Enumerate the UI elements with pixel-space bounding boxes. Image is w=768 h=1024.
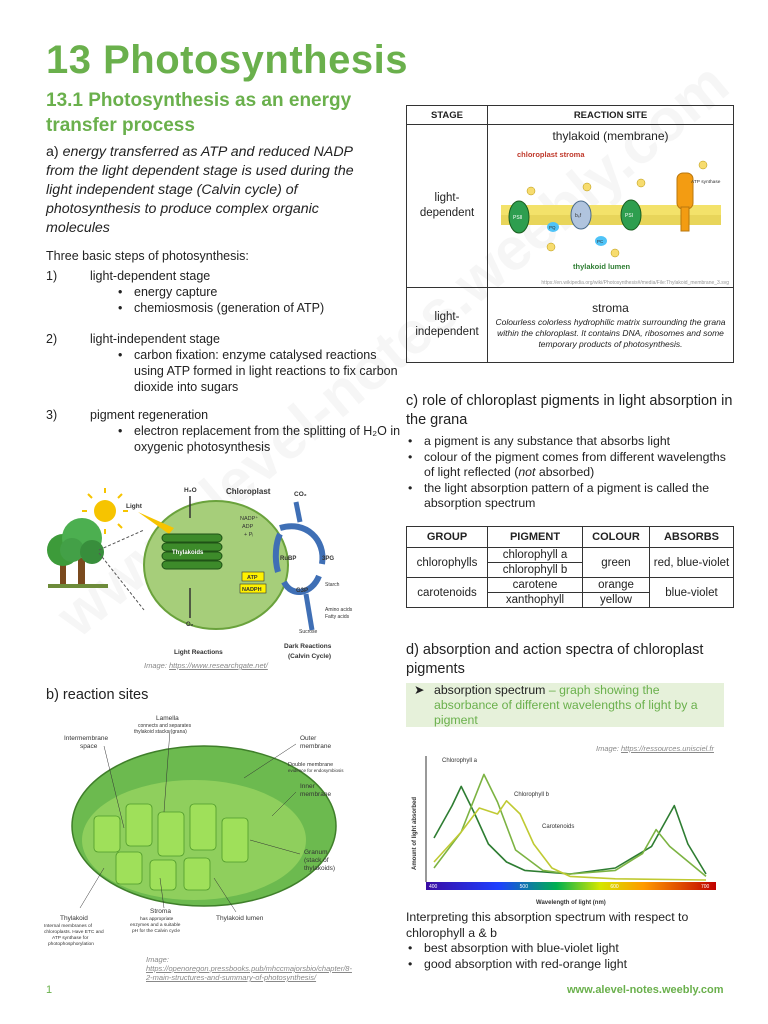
caption-link[interactable]: https://openoregon.pressbooks.pub/mhccmajorsbio/chapter/8- (146, 964, 352, 973)
table-cell: blue-violet (650, 578, 734, 608)
site-cell (488, 125, 734, 288)
thylakoid-lumen-label: Thylakoid lumen (216, 915, 264, 922)
step-name: light-independent stage (90, 332, 220, 346)
inner-membrane-label-1: Inner (300, 783, 315, 790)
column-header: ABSORBS (650, 527, 734, 548)
reaction-site-table (406, 105, 734, 363)
step-bullets (118, 347, 408, 395)
h2o-label: H₂O (184, 487, 197, 494)
caption-prefix: Image: (144, 661, 170, 670)
section-c-bullets (406, 434, 728, 512)
dark-reactions-label: Dark Reactions (284, 643, 332, 650)
column-header: STAGE (407, 106, 488, 125)
sucrose-label: Sucrose (299, 629, 318, 635)
rubp-label: RuBP (280, 556, 297, 562)
site-title: stroma (592, 300, 629, 315)
column-header: PIGMENT (488, 527, 583, 548)
list-item-text: colour of the pigment comes from different wavelengths of light reflected ( (424, 449, 726, 479)
section-d-heading: d) absorption and action spectra of chloroplast pigments (406, 642, 704, 677)
inner-membrane-label-2: membrane (300, 791, 332, 798)
absorption-spectrum-chart (406, 752, 726, 910)
granum-label-3: thylakoids) (304, 865, 336, 872)
table-cell: green (583, 548, 650, 578)
trees-icon (47, 518, 108, 588)
list-item: • carbon fixation: enzyme catalysed reactions using ATP formed in light reactions to fix carbon dioxide into sugars (118, 347, 408, 395)
calvin-cycle-label: (Calvin Cycle) (288, 653, 331, 660)
granum-label-2: (stack of (304, 857, 329, 864)
starch-label: Starch (325, 582, 340, 588)
caption-prefix: Image: (146, 955, 169, 964)
fig-b6f-label: b₆f (574, 212, 581, 219)
fatty-acids-label: Fatty acids (325, 614, 350, 620)
page-number: 1 (46, 984, 53, 996)
fig-psii-label: PSII (512, 214, 522, 221)
column-header: GROUP (407, 527, 488, 548)
spectrum-bar (426, 882, 716, 890)
interpretation-text: Interpreting this absorption spectrum with respect to chlorophyll a & b (406, 910, 689, 940)
figure-caption: https://en.wikipedia.org/wiki/Photosynthesis#/media/File:Thylakoid_membrane_3.svg (541, 279, 729, 286)
table-row (407, 288, 734, 363)
list-item (406, 450, 728, 481)
double-membrane-label: Double membrane (288, 762, 334, 768)
step-number: 3) (46, 408, 58, 422)
table-row (407, 548, 734, 563)
fig-lumen-label: thylakoid lumen (572, 261, 630, 271)
definition-term: absorption spectrum (434, 683, 546, 697)
granum-label-1: Granum (304, 849, 328, 856)
intro-lead: a) (46, 144, 63, 160)
co2-label: CO₂ (294, 491, 307, 498)
list-item: • a pigment is any substance that absorbs light (406, 434, 728, 450)
light-label: Light (126, 503, 142, 510)
site-description: Colourless colorless hydrophilic matrix surrounding the grana within the chloroplast. It contains DNA, ribosomes and some temporary products of photosynthesis. (495, 316, 726, 349)
stage-cell: light-dependent (407, 125, 488, 288)
caption-prefix: Image: (596, 744, 622, 753)
lamella-label: Lamella (156, 715, 179, 722)
series-label-chlorophyll-b: Chlorophyll b (514, 792, 550, 798)
section-subtitle: 13.1 Photosynthesis as an energy transfer process (46, 90, 352, 136)
section-c-heading: c) role of chloroplast pigments in light absorption in the grana (406, 393, 733, 428)
step-bullets (118, 284, 408, 316)
caption-link[interactable]: https://ressources.unisciel.fr (621, 744, 714, 753)
step-bullets (118, 423, 408, 455)
stroma-desc-2: enzymes and a suitable (130, 923, 181, 928)
series-label-chlorophyll-a: Chlorophyll a (442, 758, 478, 764)
footer-url-link[interactable]: www.alevel-notes.weebly.com (567, 984, 724, 996)
table-cell: yellow (583, 593, 650, 608)
stroma-desc-1: has appropriate (140, 917, 174, 922)
table-cell: xanthophyll (488, 593, 583, 608)
steps-title: Three basic steps of photosynthesis: (46, 249, 249, 263)
x-tick-label: 500 (519, 884, 529, 890)
list-item: • energy capture (118, 284, 408, 300)
y-axis-label: Amount of light absorbed (412, 797, 418, 870)
table-row (407, 125, 734, 288)
page-title: 13 Photosynthesis (46, 38, 408, 82)
figure-caption (146, 955, 352, 982)
intro-paragraph (46, 143, 376, 238)
chloroplast-structure-diagram (44, 708, 374, 970)
column-header: REACTION SITE (488, 106, 734, 125)
table-header-row (407, 106, 734, 125)
intermembrane-label-2: space (80, 743, 98, 750)
definition-box (406, 683, 724, 727)
fig-psi-label: PSI (624, 212, 633, 219)
site-cell (488, 288, 734, 363)
table-cell: carotene (488, 578, 583, 593)
nadp-label: NADP⁺ (240, 516, 259, 522)
stroma-label: Stroma (150, 908, 171, 915)
pi-label: + Pᵢ (244, 532, 254, 538)
step-number: 2) (46, 332, 58, 346)
list-item: • good absorption with red-orange light (406, 957, 728, 973)
site-title: thylakoid (membrane) (552, 128, 669, 143)
outer-membrane-label-2: membrane (300, 743, 332, 750)
thylakoid-desc-1: Internal membranes of (44, 924, 92, 929)
column-header: COLOUR (583, 527, 650, 548)
step-number: 1) (46, 269, 58, 283)
thylakoid-label: Thylakoid (60, 915, 88, 922)
g3p-label: G3P (296, 588, 309, 594)
list-item: • best absorption with blue-violet light (406, 941, 728, 957)
table-header-row (407, 527, 734, 548)
thylakoid-desc-3: ATP synthase for (52, 936, 89, 941)
table-cell: chlorophyll b (488, 563, 583, 578)
3pg-label: 3PG (322, 556, 335, 562)
emphasis: not (518, 465, 536, 479)
fig-pq-label: PQ (548, 224, 556, 230)
definition-body: – graph showing the absorbance of different wavelengths of light by a pigment (434, 683, 698, 727)
stage-cell: light-independent (407, 288, 488, 363)
nadph-label: NADPH (242, 587, 262, 593)
step-name: light-dependent stage (90, 269, 211, 283)
interpretation-bullets (406, 941, 728, 972)
x-tick-label: 700 (701, 884, 710, 890)
lamella-desc-2: thylakoid stacks (grana) (134, 729, 187, 735)
caption-link[interactable]: https://www.researchgate.net/ (169, 661, 268, 670)
fig-stroma-label: chloroplast stroma (516, 149, 585, 159)
outer-membrane-label-1: Outer (300, 735, 317, 742)
table-cell: red, blue-violet (650, 548, 734, 578)
amino-acids-label: Amino acids (325, 607, 353, 613)
light-reactions-label: Light Reactions (174, 649, 223, 656)
intermembrane-label-1: Intermembrane (64, 735, 109, 742)
list-item: • the light absorption pattern of a pigment is called the absorption spectrum (406, 481, 728, 512)
fig-pc-label: PC (596, 238, 603, 244)
adp-label: ADP (242, 524, 254, 530)
thylakoid-desc-4: photophosphorylation (48, 942, 94, 947)
list-item-text: absorbed) (535, 465, 595, 479)
double-membrane-desc: evidence for endosymbiosis (288, 768, 344, 773)
thylakoid-desc-2: chloroplasts. Have ETC and (44, 930, 104, 935)
pigment-table (406, 526, 734, 608)
section-b-heading: b) reaction sites (46, 687, 149, 703)
fig-atp-synthase-label: ATP synthase (690, 179, 720, 185)
x-axis-label: Wavelength of light (nm) (536, 900, 606, 906)
table-row (407, 578, 734, 593)
table-cell: orange (583, 578, 650, 593)
table-cell: carotenoids (407, 578, 488, 608)
definition-text (414, 683, 724, 728)
thylakoids-label: Thylakoids (172, 550, 204, 556)
table-cell: chlorophyll a (488, 548, 583, 563)
photosynthesis-overview-diagram (44, 480, 374, 666)
table-cell: chlorophylls (407, 548, 488, 578)
figure-caption (144, 661, 268, 670)
series-label-carotenoids: Carotenoids (542, 824, 575, 830)
stroma-desc-3: pH for the Calvin cycle (132, 929, 180, 934)
intro-text: energy transferred as ATP and reduced NADP from the light dependent stage is used during the light independent stage (Calvin cycle) of photosynthesis to produce complex organic molecules (46, 144, 354, 236)
lamella-desc-1: connects and separates (138, 723, 192, 729)
thylakoid-membrane-diagram (491, 143, 731, 277)
x-tick-label: 400 (429, 884, 438, 890)
chloroplast-label: Chloroplast (226, 487, 271, 496)
step-name: pigment regeneration (90, 408, 209, 422)
list-item: • electron replacement from the splitting of H₂O in oxygenic photosynthesis (118, 423, 408, 455)
arrow-bullet-icon: ➤ (414, 683, 425, 697)
o2-label: O₂ (186, 622, 194, 628)
x-tick-label: 600 (610, 884, 619, 890)
atp-label: ATP (247, 575, 258, 581)
caption-link[interactable]: 2-main-structures-and-summary-of-photosynthesis/ (146, 973, 317, 982)
list-item: • chemiosmosis (generation of ATP) (118, 300, 408, 316)
